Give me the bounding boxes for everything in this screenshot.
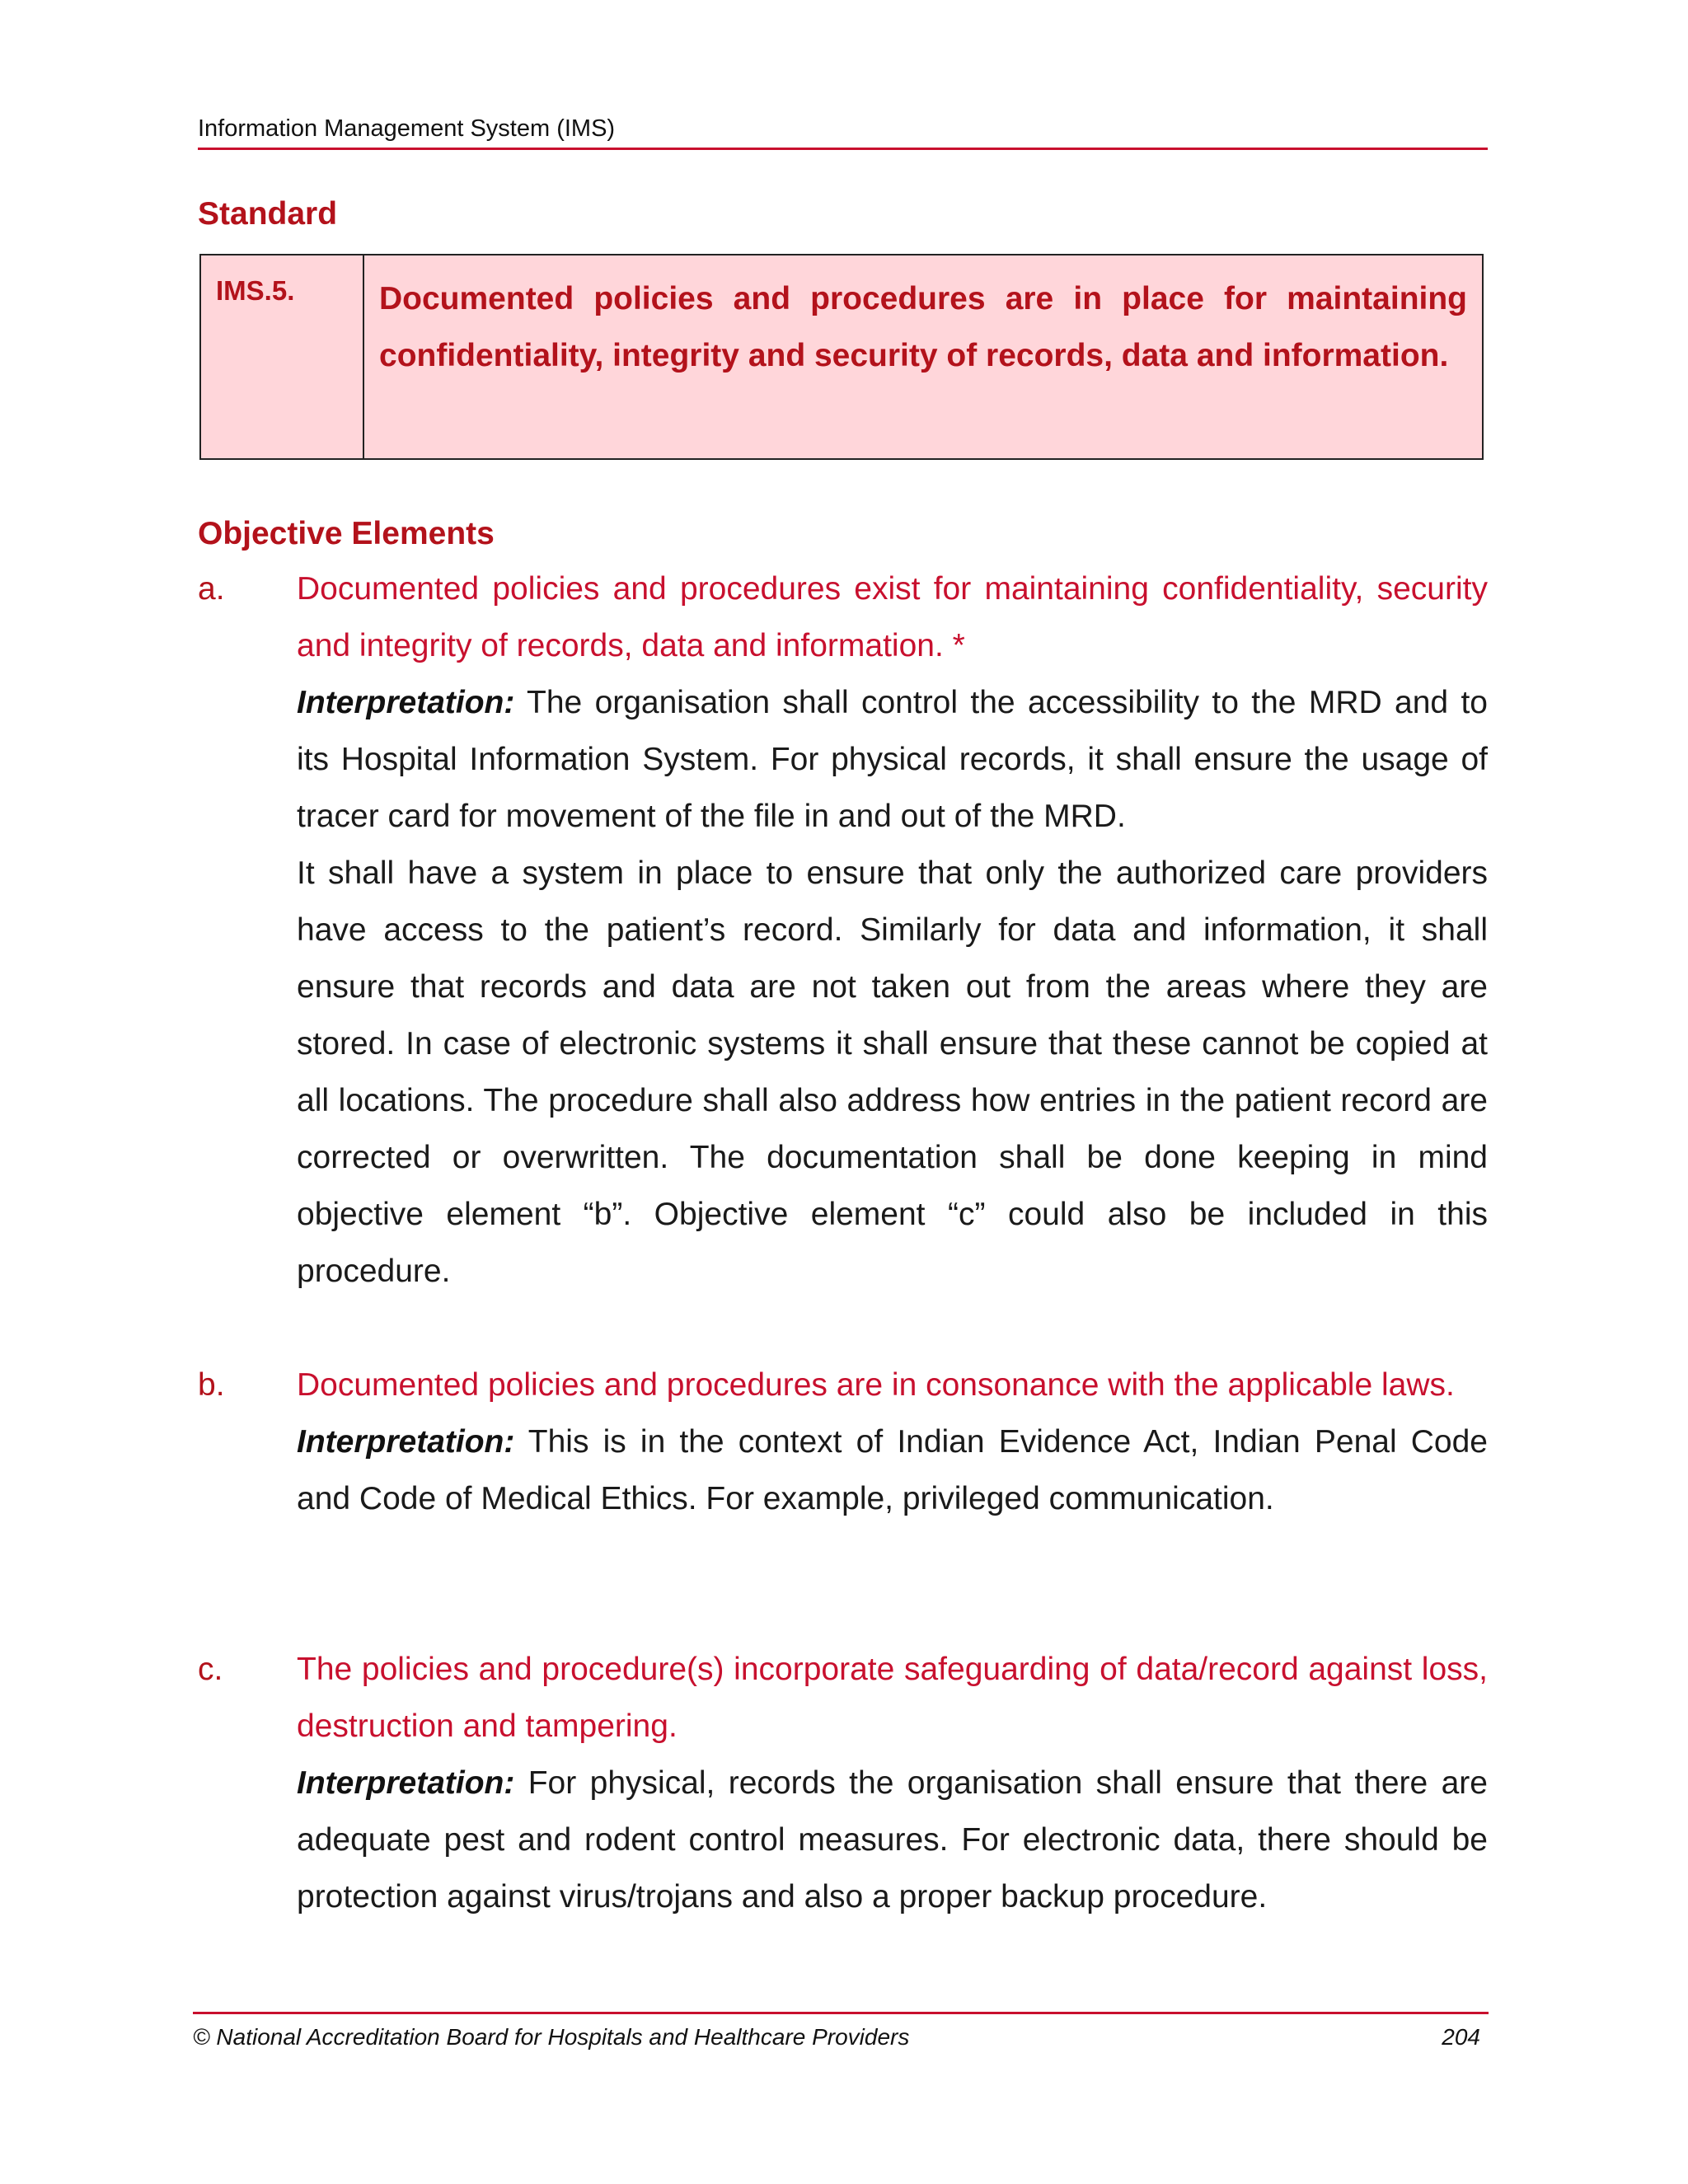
objective-elements-heading: Objective Elements [198, 516, 495, 551]
running-header: Information Management System (IMS) [198, 115, 1488, 150]
standard-text: Documented policies and procedures are in place for maintaining confidentiality, integrity and security of records, data and information. [379, 281, 1467, 373]
interpretation-label: Interpretation: [297, 685, 515, 720]
standard-table [199, 254, 1484, 460]
objective-statement: The policies and procedure(s) incorporate safeguarding of data/record against loss, destruction and tampering. [297, 1652, 1488, 1744]
item-letter: a. [198, 571, 225, 607]
interpretation-paragraph [297, 1755, 1488, 1925]
interpretation-text: For physical, records the organisation shall ensure that there are adequate pest and rodent control measures. For electronic data, there should be protection against virus/trojans and also a proper backup procedure. [297, 1765, 1488, 1915]
standard-code: IMS.5. [201, 255, 364, 458]
page-footer [193, 2012, 1489, 2050]
interpretation-continuation: It shall have a system in place to ensure that only the authorized care providers have access to the patient’s record. Similarly for data and information, it shall ensure that records and data are not taken out from the areas where they are stored. In case of electronic systems it shall ensure that these cannot be copied at all locations. The procedure shall also address how entries in the patient record are corrected or overwritten. The documentation shall be done keeping in mind objective element “b”. Objective element “c” could also be included in this procedure. [297, 855, 1488, 1289]
interpretation-paragraph [297, 674, 1488, 845]
item-letter: b. [198, 1367, 225, 1403]
interpretation-label: Interpretation: [297, 1765, 515, 1801]
interpretation-paragraph [297, 1413, 1488, 1527]
objective-statement: Documented policies and procedures exist for maintaining confidentiality, security and integrity of records, data and information. * [297, 571, 1488, 663]
item-body [297, 1357, 1488, 1527]
item-letter: c. [198, 1652, 223, 1687]
interpretation-text: The organisation shall control the accessibility to the MRD and to its Hospital Information System. For physical records, it shall ensure the usage of tracer card for movement of the file in and out of the MRD. [297, 685, 1488, 834]
item-body [297, 1641, 1488, 1925]
interpretation-text: This is in the context of Indian Evidence Act, Indian Penal Code and Code of Medical Ethics. For example, privileged communication. [297, 1424, 1488, 1516]
standard-heading: Standard [198, 196, 338, 232]
page-number: 204 [1442, 2024, 1480, 2050]
objective-statement: Documented policies and procedures are in consonance with the applicable laws. [297, 1367, 1455, 1403]
item-body [297, 560, 1488, 1300]
interpretation-label: Interpretation: [297, 1424, 515, 1460]
copyright-text: © National Accreditation Board for Hospitals and Healthcare Providers [193, 2024, 910, 2050]
